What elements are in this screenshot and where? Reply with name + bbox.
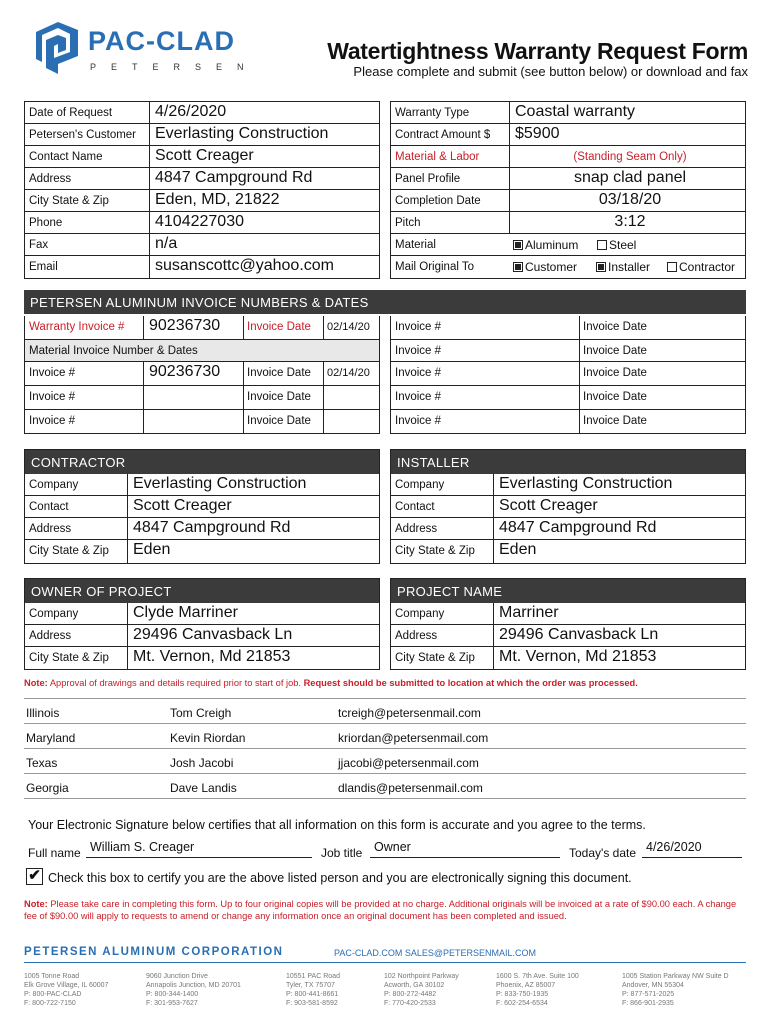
page-subtitle: Please complete and submit (see button below) or download and fax — [353, 64, 748, 79]
office-line: Elk Grove Village, IL 60007 — [24, 982, 109, 989]
field-label: Address — [29, 523, 72, 535]
contractor-contact-row — [25, 496, 379, 518]
field-label: City State & Zip — [395, 652, 475, 664]
contact-name: Josh Jacobi — [170, 756, 234, 770]
contract-amount-row — [391, 124, 745, 146]
panel-profile-field[interactable]: snap clad panel — [573, 169, 687, 186]
field-label: City State & Zip — [29, 652, 109, 664]
page-title: Watertightness Warranty Request Form — [327, 38, 748, 64]
project-address-row — [391, 625, 745, 647]
contact-name: Dave Landis — [170, 781, 237, 795]
invoice-label: Invoice # — [395, 367, 442, 379]
date-of-request-field[interactable]: 4/26/2020 — [155, 103, 227, 120]
contact-state: Illinois — [26, 706, 60, 720]
contact-state: Georgia — [26, 781, 69, 795]
right-invoice-box — [390, 316, 746, 434]
certify-text: Check this box to certify you are the above listed person and you are electronically signing this document. — [48, 871, 632, 885]
customer-label: Customer — [525, 260, 578, 274]
city-state-zip-row — [25, 190, 379, 212]
installer-company-row — [391, 474, 745, 496]
office-address — [146, 972, 246, 1008]
material-invoice-heading: Material Invoice Number & Dates — [29, 345, 198, 357]
email-field[interactable]: susanscottc@yahoo.com — [155, 257, 334, 274]
left-invoice-row-2 — [25, 386, 379, 410]
office-line: F: 903-581-8592 — [286, 1000, 338, 1007]
project-city-row — [391, 647, 745, 669]
installer-contact-field[interactable]: Scott Creager — [499, 497, 598, 514]
completion-date-field[interactable]: 03/18/20 — [598, 191, 662, 208]
right-invoice-row-5 — [391, 410, 745, 434]
job-title-input[interactable]: Owner — [370, 840, 560, 858]
note-prefix: Note: — [24, 678, 48, 688]
contractor-contact-field[interactable]: Scott Creager — [133, 497, 232, 514]
warranty-invoice-field[interactable]: 90236730 — [149, 317, 221, 334]
installer-label: Installer — [608, 260, 651, 274]
footer-corporation: PETERSEN ALUMINUM CORPORATION — [24, 946, 284, 958]
customer-info-box — [24, 101, 380, 279]
note-text: Approval of drawings and details required prior to start of job. — [49, 678, 301, 688]
installer-checkbox[interactable] — [596, 262, 606, 272]
invoices-heading: PETERSEN ALUMINUM INVOICE NUMBERS & DATES — [24, 290, 746, 314]
warranty-info-box — [390, 101, 746, 279]
signature-statement: Your Electronic Signature below certifies that all information on this form is accurate and you agree to the terms. — [28, 818, 646, 832]
fax-row — [25, 234, 379, 256]
aluminum-checkbox[interactable] — [513, 240, 523, 250]
completion-date-row — [391, 190, 745, 212]
address-field[interactable]: 4847 Campground Rd — [155, 169, 313, 186]
project-city-field[interactable]: Mt. Vernon, Md 21853 — [499, 648, 657, 665]
office-line: Phoenix, AZ 85007 — [496, 982, 556, 989]
field-label: City State & Zip — [29, 545, 109, 557]
field-label: Company — [395, 479, 445, 491]
owner-heading: OWNER OF PROJECT — [25, 579, 379, 603]
left-invoice-row-3 — [25, 410, 379, 434]
aluminum-label: Aluminum — [525, 238, 579, 252]
right-invoice-row-3 — [391, 362, 745, 386]
contact-email-link[interactable]: kriordan@petersenmail.com — [338, 731, 489, 745]
certify-checkbox[interactable]: ✔ — [26, 868, 43, 885]
contact-name: Tom Creigh — [170, 706, 232, 720]
note-bold: Request should be submitted to location at which the order was processed. — [303, 678, 638, 688]
todays-date-input[interactable]: 4/26/2020 — [642, 840, 742, 858]
invoice-date-label: Invoice Date — [247, 415, 311, 427]
right-invoice-row-2 — [391, 340, 745, 362]
invoice-label: Invoice # — [29, 415, 76, 427]
invoice-date-label: Invoice Date — [583, 391, 647, 403]
project-company-row — [391, 603, 745, 625]
project-box — [390, 578, 746, 670]
contact-state: Maryland — [26, 731, 76, 745]
footer-divider — [24, 962, 746, 963]
material-invoice-heading-row — [25, 340, 379, 362]
right-invoice-row-1 — [391, 316, 745, 340]
panel-profile-row — [391, 168, 745, 190]
contractor-company-row — [25, 474, 379, 496]
office-line: 1005 Tonne Road — [24, 973, 80, 980]
note-text: Please take care in completing this form. Up to four original copies will be provided at no charge. Additional originals will be invoiced at a rate of $90.00 each. A change fee of $90.00 will apply to requests to amend or change any information once an original document has been completed and issued. — [24, 899, 737, 921]
todays-date-label: Today's date — [569, 846, 637, 860]
project-heading: PROJECT NAME — [391, 579, 745, 603]
field-label: Contact — [395, 501, 435, 513]
invoice-label: Invoice # — [395, 415, 442, 427]
field-label: Company — [395, 608, 445, 620]
fax-field[interactable]: n/a — [155, 235, 178, 252]
left-invoice-box — [24, 316, 380, 434]
office-line: F: 602-254-6534 — [496, 1000, 548, 1007]
contractor-checkbox[interactable] — [667, 262, 677, 272]
invoice-label: Invoice # — [395, 345, 442, 357]
contact-name: Kevin Riordan — [170, 731, 246, 745]
office-line: Acworth, GA 30102 — [384, 982, 445, 989]
contractor-company-field[interactable]: Everlasting Construction — [133, 475, 307, 492]
contacts-list — [24, 698, 746, 799]
contact-row — [24, 699, 746, 724]
brand-sub: PETERSEN — [90, 62, 259, 72]
contractor-address-row — [25, 518, 379, 540]
contact-state: Texas — [26, 756, 58, 770]
invoice-date-label: Invoice Date — [247, 367, 311, 379]
contact-row — [24, 774, 746, 799]
note-prefix: Note: — [24, 899, 48, 909]
office-line: 9060 Junction Drive — [146, 973, 208, 980]
owner-city-field[interactable]: Mt. Vernon, Md 21853 — [133, 648, 291, 665]
job-title-label: Job title — [321, 846, 363, 860]
mail-contractor-option[interactable] — [667, 260, 735, 274]
contractor-label: Contractor — [679, 260, 736, 274]
field-label: Address — [29, 173, 72, 185]
invoice-label: Invoice # — [395, 321, 442, 333]
invoice-date-label: Invoice Date — [583, 367, 647, 379]
phone-row — [25, 212, 379, 234]
office-line: P: 800-441-8661 — [286, 991, 339, 998]
installer-city-row — [391, 540, 745, 562]
field-label: City State & Zip — [395, 545, 475, 557]
contract-amount-field[interactable]: $5900 — [515, 125, 560, 142]
pitch-field[interactable]: 3:12 — [614, 213, 646, 230]
contact-email-link[interactable]: dlandis@petersenmail.com — [338, 781, 483, 795]
full-name-input[interactable]: William S. Creager — [86, 840, 312, 858]
invoice-date-label: Invoice Date — [583, 321, 647, 333]
city-state-zip-field[interactable]: Eden, MD, 21822 — [155, 191, 280, 208]
project-company-field[interactable]: Marriner — [499, 604, 559, 621]
contractor-heading: CONTRACTOR — [25, 450, 379, 474]
office-line: 1600 S. 7th Ave. Suite 100 — [496, 973, 579, 980]
installer-address-field[interactable]: 4847 Campground Rd — [499, 519, 657, 536]
invoice-label: Invoice # — [395, 391, 442, 403]
field-label: Date of Request — [29, 107, 113, 119]
right-invoice-row-4 — [391, 386, 745, 410]
field-label: Contact — [29, 501, 69, 513]
contractor-city-row — [25, 540, 379, 562]
installer-address-row — [391, 518, 745, 540]
installer-heading: INSTALLER — [391, 450, 745, 474]
warranty-type-field[interactable]: Coastal warranty — [515, 103, 636, 120]
invoice-date-label: Invoice Date — [583, 345, 647, 357]
field-label: Phone — [29, 217, 63, 229]
office-line: P: 800-344-1400 — [146, 991, 199, 998]
logo-mark-icon — [36, 22, 78, 74]
invoice-date-label: Invoice Date — [583, 415, 647, 427]
invoice-date-field[interactable]: 02/14/20 — [327, 367, 370, 379]
pitch-row — [391, 212, 745, 234]
contact-email-link[interactable]: jjacobi@petersenmail.com — [338, 756, 479, 770]
project-address-field[interactable]: 29496 Canvasback Ln — [499, 626, 659, 643]
address-row — [25, 168, 379, 190]
contractor-city-field[interactable]: Eden — [133, 541, 171, 558]
standing-seam-note: (Standing Seam Only) — [573, 151, 687, 163]
contact-row — [24, 749, 746, 774]
installer-company-field[interactable]: Everlasting Construction — [499, 475, 673, 492]
field-label: Fax — [29, 239, 49, 251]
invoice-label: Invoice # — [29, 391, 76, 403]
office-address — [622, 972, 746, 1008]
fee-note — [24, 898, 744, 922]
office-line: F: 800-722-7150 — [24, 1000, 76, 1007]
contact-row — [24, 724, 746, 749]
field-label: Company — [29, 608, 79, 620]
office-line: P: 800-PAC-CLAD — [24, 991, 82, 998]
field-label: Contact Name — [29, 151, 103, 163]
warranty-invoice-row — [25, 316, 379, 340]
pac-clad-logo — [36, 20, 259, 80]
mail-original-row — [391, 256, 745, 278]
office-line: Annapolis Junction, MD 20701 — [146, 982, 241, 989]
owner-box — [24, 578, 380, 670]
date-of-request-row — [25, 102, 379, 124]
field-label: Address — [29, 630, 72, 642]
owner-address-row — [25, 625, 379, 647]
customer-row — [25, 124, 379, 146]
warranty-type-row — [391, 102, 745, 124]
field-label: Completion Date — [395, 195, 481, 207]
installer-box — [390, 449, 746, 564]
installer-city-field[interactable]: Eden — [499, 541, 537, 558]
contractor-box — [24, 449, 380, 564]
office-address — [384, 972, 484, 1008]
material-steel-option[interactable] — [597, 238, 636, 252]
field-label: City State & Zip — [29, 195, 109, 207]
steel-checkbox[interactable] — [597, 240, 607, 250]
field-label: Company — [29, 479, 79, 491]
invoice-number-field[interactable]: 90236730 — [149, 363, 221, 380]
mail-customer-option[interactable] — [513, 260, 577, 274]
field-label: Panel Profile — [395, 173, 461, 185]
office-line: P: 877-571-2025 — [622, 991, 675, 998]
office-address — [24, 972, 124, 1008]
office-line: Andover, MN 55304 — [622, 982, 684, 989]
contact-name-field[interactable]: Scott Creager — [155, 147, 254, 164]
warranty-date-label: Invoice Date — [247, 321, 311, 333]
office-line: F: 301-953-7627 — [146, 1000, 198, 1007]
phone-field[interactable]: 4104227030 — [155, 213, 244, 230]
brand-name: PAC-CLAD — [88, 26, 235, 56]
left-invoice-row-1 — [25, 362, 379, 386]
owner-company-field[interactable]: Clyde Marriner — [133, 604, 238, 621]
invoice-label: Invoice # — [29, 367, 76, 379]
customer-field[interactable]: Everlasting Construction — [155, 125, 329, 142]
material-labor-row — [391, 146, 745, 168]
office-line: P: 800-272-4482 — [384, 991, 437, 998]
field-label: Warranty Type — [395, 107, 470, 119]
warranty-date-field[interactable]: 02/14/20 — [327, 321, 370, 333]
customer-checkbox[interactable] — [513, 262, 523, 272]
email-row — [25, 256, 379, 278]
material-row — [391, 234, 745, 256]
office-line: 1005 Station Parkway NW Suite D — [622, 973, 729, 980]
office-line: P: 833-750-1935 — [496, 991, 549, 998]
office-line: F: 770-420-2533 — [384, 1000, 436, 1007]
contractor-address-field[interactable]: 4847 Campground Rd — [133, 519, 291, 536]
invoice-date-label: Invoice Date — [247, 391, 311, 403]
field-label: Contract Amount $ — [395, 129, 491, 141]
steel-label: Steel — [609, 238, 637, 252]
field-label: Pitch — [395, 217, 421, 229]
installer-contact-row — [391, 496, 745, 518]
field-label: Material — [395, 239, 436, 251]
field-label: Petersen's Customer — [29, 129, 137, 141]
office-address — [286, 972, 386, 1008]
office-line: F: 866-901-2935 — [622, 1000, 674, 1007]
material-aluminum-option[interactable] — [513, 238, 578, 252]
warranty-invoice-label: Warranty Invoice # — [29, 321, 125, 333]
office-line: Tyler, TX 75707 — [286, 982, 335, 989]
field-label: Address — [395, 523, 438, 535]
full-name-label: Full name — [28, 846, 81, 860]
footer-links[interactable]: PAC-CLAD.COM SALES@PETERSENMAIL.COM — [334, 948, 537, 958]
field-label: Email — [29, 261, 58, 273]
office-address — [496, 972, 596, 1008]
contact-name-row — [25, 146, 379, 168]
field-label: Mail Original To — [395, 261, 475, 273]
owner-city-row — [25, 647, 379, 669]
owner-company-row — [25, 603, 379, 625]
office-line: 102 Northpoint Parkway — [384, 973, 459, 980]
approval-note — [24, 678, 638, 688]
owner-address-field[interactable]: 29496 Canvasback Ln — [133, 626, 293, 643]
field-label: Address — [395, 630, 438, 642]
field-label: Material & Labor — [395, 151, 480, 163]
mail-installer-option[interactable] — [596, 260, 650, 274]
office-line: 10551 PAC Road — [286, 973, 340, 980]
contact-email-link[interactable]: tcreigh@petersenmail.com — [338, 706, 481, 720]
